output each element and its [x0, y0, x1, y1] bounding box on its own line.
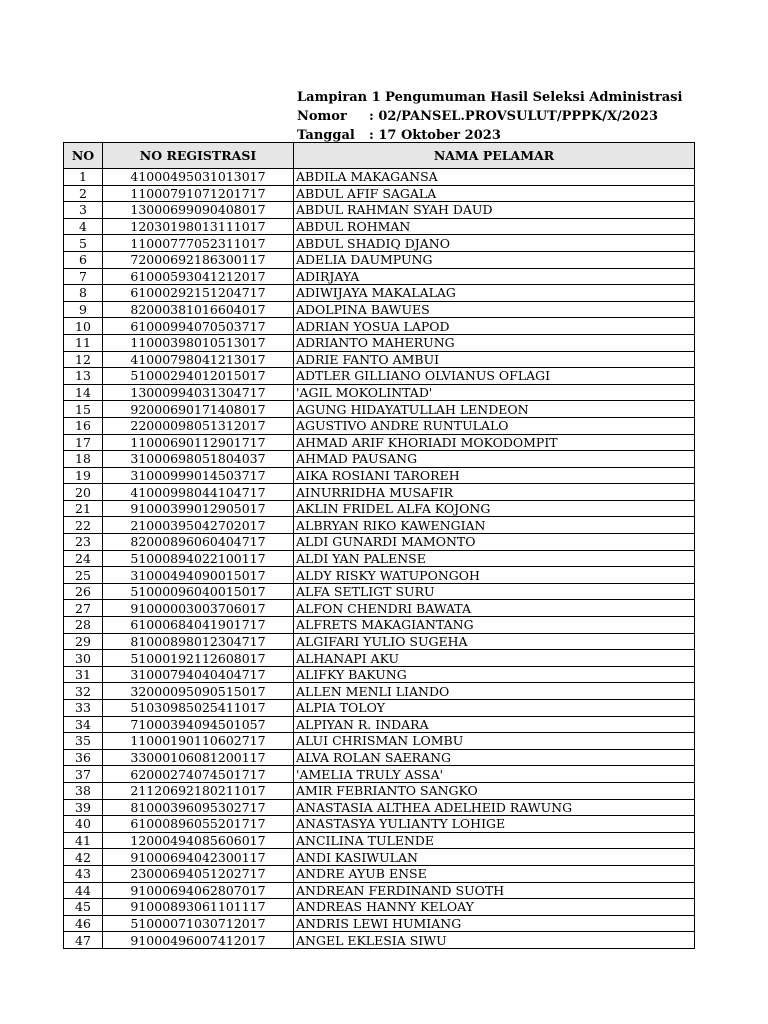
- cell-name: ANDREAN FERDINAND SUOTH: [294, 882, 695, 899]
- cell-registration: 51000294012015017: [103, 368, 294, 385]
- header-title: Lampiran 1 Pengumuman Hasil Seleksi Administrasi: [297, 90, 683, 105]
- table-row: [64, 650, 695, 667]
- cell-name: AHMAD ARIF KHORIADI MOKODOMPIT: [294, 434, 695, 451]
- cell-registration: 31000999014503717: [103, 467, 294, 484]
- cell-registration: 82000896060404717: [103, 534, 294, 551]
- nomor-label: Nomor: [297, 109, 347, 124]
- cell-no: 32: [64, 683, 103, 700]
- cell-no: 38: [64, 782, 103, 799]
- table-row: [64, 384, 695, 401]
- cell-no: 43: [64, 865, 103, 882]
- table-row: [64, 716, 695, 733]
- cell-name: AHMAD PAUSANG: [294, 451, 695, 468]
- cell-name: ALBRYAN RIKO KAWENGIAN: [294, 517, 695, 534]
- cell-registration: 51000071030712017: [103, 915, 294, 932]
- cell-name: 'AGIL MOKOLINTAD': [294, 384, 695, 401]
- cell-no: 41: [64, 832, 103, 849]
- cell-no: 7: [64, 268, 103, 285]
- cell-no: 40: [64, 816, 103, 833]
- cell-no: 28: [64, 617, 103, 634]
- cell-no: 27: [64, 600, 103, 617]
- cell-no: 25: [64, 567, 103, 584]
- table-row: [64, 915, 695, 932]
- cell-registration: 51000192112608017: [103, 650, 294, 667]
- cell-registration: 13000699090408017: [103, 202, 294, 219]
- table-row: [64, 932, 695, 949]
- cell-registration: 51000894022100117: [103, 550, 294, 567]
- cell-no: 37: [64, 766, 103, 783]
- cell-name: AINURRIDHA MUSAFIR: [294, 484, 695, 501]
- cell-registration: 71000394094501057: [103, 716, 294, 733]
- cell-no: 17: [64, 434, 103, 451]
- cell-name: ALFON CHENDRI BAWATA: [294, 600, 695, 617]
- table-row: [64, 617, 695, 634]
- cell-no: 31: [64, 666, 103, 683]
- cell-name: ADRIE FANTO AMBUI: [294, 351, 695, 368]
- header-nomor: [297, 107, 682, 126]
- table-row: [64, 318, 695, 335]
- table-row: [64, 334, 695, 351]
- cell-name: ALDI GUNARDI MAMONTO: [294, 534, 695, 551]
- column-header-name: NAMA PELAMAR: [294, 143, 695, 169]
- cell-no: 1: [64, 169, 103, 186]
- cell-no: 34: [64, 716, 103, 733]
- cell-registration: 51030985025411017: [103, 700, 294, 717]
- cell-registration: 33000106081200117: [103, 749, 294, 766]
- table-row: [64, 185, 695, 202]
- cell-registration: 82000381016604017: [103, 301, 294, 318]
- cell-registration: 72000692186300117: [103, 251, 294, 268]
- table-row: [64, 251, 695, 268]
- table-row: [64, 401, 695, 418]
- cell-registration: 92000690171408017: [103, 401, 294, 418]
- table-row: [64, 700, 695, 717]
- table-row: [64, 865, 695, 882]
- document-header: [297, 88, 682, 145]
- cell-registration: 61000292151204717: [103, 285, 294, 302]
- cell-no: 9: [64, 301, 103, 318]
- cell-registration: 81000396095302717: [103, 799, 294, 816]
- table-row: [64, 550, 695, 567]
- cell-name: ABDILA MAKAGANSA: [294, 169, 695, 186]
- cell-name: ADIWIJAYA MAKALALAG: [294, 285, 695, 302]
- column-header-no: NO: [64, 143, 103, 169]
- cell-no: 26: [64, 583, 103, 600]
- applicant-table: [63, 142, 695, 949]
- cell-name: ALVA ROLAN SAERANG: [294, 749, 695, 766]
- cell-registration: 81000898012304717: [103, 633, 294, 650]
- cell-no: 21: [64, 500, 103, 517]
- cell-registration: 31000494090015017: [103, 567, 294, 584]
- table-row: [64, 467, 695, 484]
- cell-registration: 91000694062807017: [103, 882, 294, 899]
- cell-name: ANDI KASIWULAN: [294, 849, 695, 866]
- table-row: [64, 434, 695, 451]
- column-header-registration: NO REGISTRASI: [103, 143, 294, 169]
- cell-name: ALIFKY BAKUNG: [294, 666, 695, 683]
- cell-no: 8: [64, 285, 103, 302]
- cell-no: 12: [64, 351, 103, 368]
- table-row: [64, 517, 695, 534]
- cell-registration: 61000593041212017: [103, 268, 294, 285]
- table-body: [64, 169, 695, 949]
- table-row: [64, 218, 695, 235]
- cell-registration: 11000791071201717: [103, 185, 294, 202]
- table-row: [64, 899, 695, 916]
- cell-name: ALGIFARI YULIO SUGEHA: [294, 633, 695, 650]
- cell-no: 13: [64, 368, 103, 385]
- table-row: [64, 882, 695, 899]
- table-row: [64, 749, 695, 766]
- cell-name: ABDUL AFIF SAGALA: [294, 185, 695, 202]
- cell-no: 18: [64, 451, 103, 468]
- table-row: [64, 583, 695, 600]
- cell-name: ALFA SETLIGT SURU: [294, 583, 695, 600]
- table-row: [64, 799, 695, 816]
- cell-registration: 61000994070503717: [103, 318, 294, 335]
- cell-name: ADIRJAYA: [294, 268, 695, 285]
- table-row: [64, 782, 695, 799]
- tanggal-value: : 17 Oktober 2023: [369, 128, 501, 143]
- cell-no: 35: [64, 733, 103, 750]
- cell-name: AGUSTIVO ANDRE RUNTULALO: [294, 417, 695, 434]
- cell-name: ALPIYAN R. INDARA: [294, 716, 695, 733]
- cell-name: ALLEN MENLI LIANDO: [294, 683, 695, 700]
- cell-no: 36: [64, 749, 103, 766]
- cell-name: AGUNG HIDAYATULLAH LENDEON: [294, 401, 695, 418]
- cell-registration: 41000798041213017: [103, 351, 294, 368]
- cell-registration: 11000190110602717: [103, 733, 294, 750]
- cell-no: 4: [64, 218, 103, 235]
- cell-no: 46: [64, 915, 103, 932]
- cell-name: ALHANAPI AKU: [294, 650, 695, 667]
- cell-registration: 21120692180211017: [103, 782, 294, 799]
- table-row: [64, 733, 695, 750]
- table-row: [64, 534, 695, 551]
- cell-no: 33: [64, 700, 103, 717]
- cell-registration: 11000777052311017: [103, 235, 294, 252]
- cell-registration: 32000095090515017: [103, 683, 294, 700]
- cell-no: 24: [64, 550, 103, 567]
- cell-name: ANCILINA TULENDE: [294, 832, 695, 849]
- cell-registration: 31000794040404717: [103, 666, 294, 683]
- cell-name: ADOLPINA BAWUES: [294, 301, 695, 318]
- cell-name: ALDY RISKY WATUPONGOH: [294, 567, 695, 584]
- cell-name: ABDUL SHADIQ DJANO: [294, 235, 695, 252]
- table-row: [64, 268, 695, 285]
- cell-name: ANDRIS LEWI HUMIANG: [294, 915, 695, 932]
- cell-no: 23: [64, 534, 103, 551]
- cell-name: ANASTASIA ALTHEA ADELHEID RAWUNG: [294, 799, 695, 816]
- cell-name: ABDUL ROHMAN: [294, 218, 695, 235]
- cell-name: ADRIAN YOSUA LAPOD: [294, 318, 695, 335]
- nomor-value: : 02/PANSEL.PROVSULUT/PPPK/X/2023: [369, 109, 658, 124]
- cell-no: 5: [64, 235, 103, 252]
- cell-no: 11: [64, 334, 103, 351]
- cell-registration: 12030198013111017: [103, 218, 294, 235]
- cell-registration: 41000495031013017: [103, 169, 294, 186]
- table-row: [64, 633, 695, 650]
- cell-registration: 12000494085606017: [103, 832, 294, 849]
- cell-registration: 23000694051202717: [103, 865, 294, 882]
- cell-no: 19: [64, 467, 103, 484]
- table-row: [64, 832, 695, 849]
- cell-registration: 91000399012905017: [103, 500, 294, 517]
- cell-registration: 11000690112901717: [103, 434, 294, 451]
- cell-no: 20: [64, 484, 103, 501]
- cell-no: 22: [64, 517, 103, 534]
- table-row: [64, 169, 695, 186]
- cell-name: ANASTASYA YULIANTY LOHIGE: [294, 816, 695, 833]
- cell-name: ALPIA TOLOY: [294, 700, 695, 717]
- table-row: [64, 484, 695, 501]
- cell-name: ADRIANTO MAHERUNG: [294, 334, 695, 351]
- table-row: [64, 417, 695, 434]
- cell-name: ALFRETS MAKAGIANTANG: [294, 617, 695, 634]
- table-row: [64, 202, 695, 219]
- table-row: [64, 235, 695, 252]
- table-row: [64, 451, 695, 468]
- cell-name: AKLIN FRIDEL ALFA KOJONG: [294, 500, 695, 517]
- cell-no: 6: [64, 251, 103, 268]
- cell-registration: 11000398010513017: [103, 334, 294, 351]
- table-row: [64, 285, 695, 302]
- table-row: [64, 351, 695, 368]
- table-row: [64, 816, 695, 833]
- cell-registration: 91000694042300117: [103, 849, 294, 866]
- cell-no: 45: [64, 899, 103, 916]
- cell-registration: 91000003003706017: [103, 600, 294, 617]
- cell-no: 39: [64, 799, 103, 816]
- cell-registration: 62000274074501717: [103, 766, 294, 783]
- cell-name: ABDUL RAHMAN SYAH DAUD: [294, 202, 695, 219]
- cell-registration: 61000896055201717: [103, 816, 294, 833]
- cell-registration: 31000698051804037: [103, 451, 294, 468]
- cell-no: 47: [64, 932, 103, 949]
- cell-no: 29: [64, 633, 103, 650]
- cell-registration: 21000395042702017: [103, 517, 294, 534]
- cell-name: ADELIA DAUMPUNG: [294, 251, 695, 268]
- table-header-row: [64, 143, 695, 169]
- table-row: [64, 567, 695, 584]
- cell-name: ANDRE AYUB ENSE: [294, 865, 695, 882]
- cell-no: 2: [64, 185, 103, 202]
- cell-registration: 51000096040015017: [103, 583, 294, 600]
- cell-registration: 91000893061101117: [103, 899, 294, 916]
- cell-no: 3: [64, 202, 103, 219]
- table-row: [64, 500, 695, 517]
- cell-registration: 91000496007412017: [103, 932, 294, 949]
- cell-name: ANDREAS HANNY KELOAY: [294, 899, 695, 916]
- cell-registration: 13000994031304717: [103, 384, 294, 401]
- cell-registration: 22000098051312017: [103, 417, 294, 434]
- cell-no: 44: [64, 882, 103, 899]
- table-row: [64, 666, 695, 683]
- cell-name: AMIR FEBRIANTO SANGKO: [294, 782, 695, 799]
- cell-no: 10: [64, 318, 103, 335]
- cell-registration: 61000684041901717: [103, 617, 294, 634]
- table-row: [64, 683, 695, 700]
- table-row: [64, 301, 695, 318]
- table-row: [64, 368, 695, 385]
- cell-no: 14: [64, 384, 103, 401]
- cell-name: ANGEL EKLESIA SIWU: [294, 932, 695, 949]
- cell-name: ALDI YAN PALENSE: [294, 550, 695, 567]
- cell-no: 15: [64, 401, 103, 418]
- cell-no: 16: [64, 417, 103, 434]
- cell-no: 42: [64, 849, 103, 866]
- table-row: [64, 766, 695, 783]
- table-row: [64, 600, 695, 617]
- cell-name: 'AMELIA TRULY ASSA': [294, 766, 695, 783]
- cell-no: 30: [64, 650, 103, 667]
- cell-registration: 41000998044104717: [103, 484, 294, 501]
- table-row: [64, 849, 695, 866]
- cell-name: ADTLER GILLIANO OLVIANUS OFLAGI: [294, 368, 695, 385]
- tanggal-label: Tanggal: [297, 128, 355, 143]
- cell-name: ALUI CHRISMAN LOMBU: [294, 733, 695, 750]
- cell-name: AIKA ROSIANI TAROREH: [294, 467, 695, 484]
